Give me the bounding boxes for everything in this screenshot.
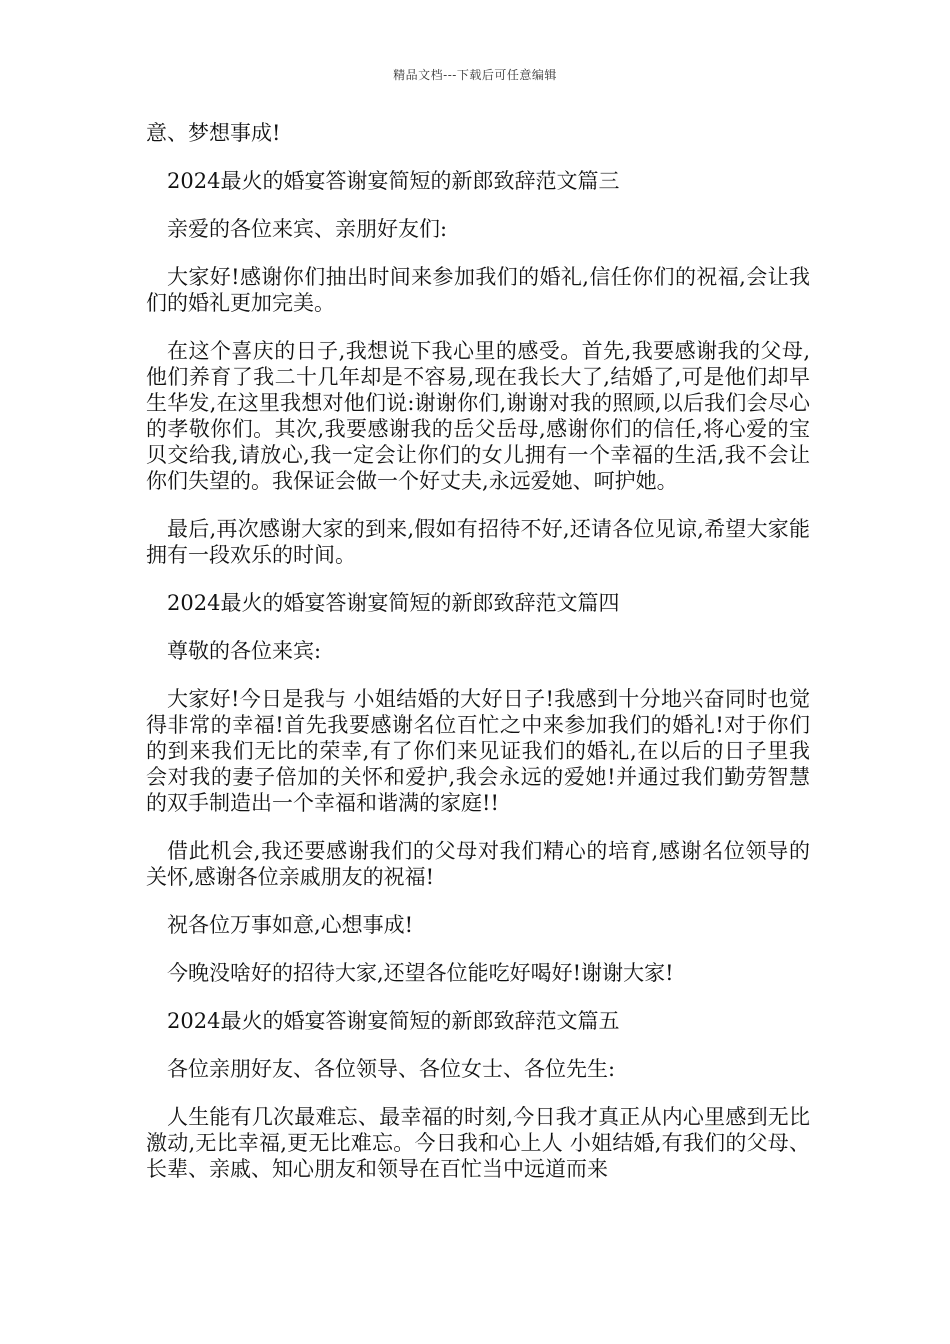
section-heading-5: 2024最火的婚宴答谢宴简短的新郎致辞范文篇五	[167, 1009, 620, 1033]
page-header: 精品文档---下载后可任意编辑	[393, 68, 557, 82]
salutation-3: 亲爱的各位来宾、亲朋好友们:	[167, 217, 448, 241]
paragraph-3-thanks: 在这个喜庆的日子,我想说下我心里的感受。首先,我要感谢我的父母,他们养育了我二十几年却是不容易,现在我长大了,结婚了,可是他们却早生华发,在这里我想对他们说:谢谢你们,谢谢对我的照顾,以后我们会尽心的孝敬你们。其次,我要感谢我的岳父岳母,感谢你们的信任,将心爱的宝贝交给我,请放心,我一定会让你们的女儿拥有一个幸福的生活,我不会让你们失望的。我保证会做一个好丈夫,永远爱她、呵护她。	[146, 339, 810, 493]
paragraph-5-opening: 人生能有几次最难忘、最幸福的时刻,今日我才真正从内心里感到无比激动,无比幸福,更无比难忘。今日我和心上人 小姐结婚,有我们的父母、长辈、亲戚、知心朋友和领导在百忙当中远道而来	[146, 1105, 810, 1181]
paragraph-3-closing: 最后,再次感谢大家的到来,假如有招待不好,还请各位见谅,希望大家能拥有一段欢乐的时间。	[146, 517, 810, 567]
paragraph-4-thanks: 借此机会,我还要感谢我们的父母对我们精心的培育,感谢名位领导的关怀,感谢各位亲戚朋友的祝福!	[146, 839, 810, 889]
paragraph-4-wish: 祝各位万事如意,心想事成!	[167, 913, 414, 937]
paragraph-4-closing: 今晚没啥好的招待大家,还望各位能吃好喝好!谢谢大家!	[167, 961, 674, 985]
paragraph-4-greeting: 大家好!今日是我与 小姐结婚的大好日子!我感到十分地兴奋同时也觉得非常的幸福!首先我要感谢名位百忙之中来参加我们的婚礼!对于你们的到来我们无比的荣幸,有了你们来见证我们的婚礼,在以后的日子里我会对我的妻子倍加的关怀和爱护,我会永远的爱她!并通过我们勤劳智慧的双手制造出一个幸福和谐满的家庭!!	[146, 687, 810, 815]
salutation-4: 尊敬的各位来宾:	[167, 639, 322, 663]
paragraph-continuation: 意、梦想事成!	[146, 121, 281, 145]
section-heading-4: 2024最火的婚宴答谢宴简短的新郎致辞范文篇四	[167, 591, 620, 615]
salutation-5: 各位亲朋好友、各位领导、各位女士、各位先生:	[167, 1057, 616, 1081]
document-body	[146, 120, 810, 1204]
section-heading-3: 2024最火的婚宴答谢宴简短的新郎致辞范文篇三	[167, 169, 620, 193]
paragraph-3-greeting: 大家好!感谢你们抽出时间来参加我们的婚礼,信任你们的祝福,会让我们的婚礼更加完美。	[146, 265, 810, 315]
